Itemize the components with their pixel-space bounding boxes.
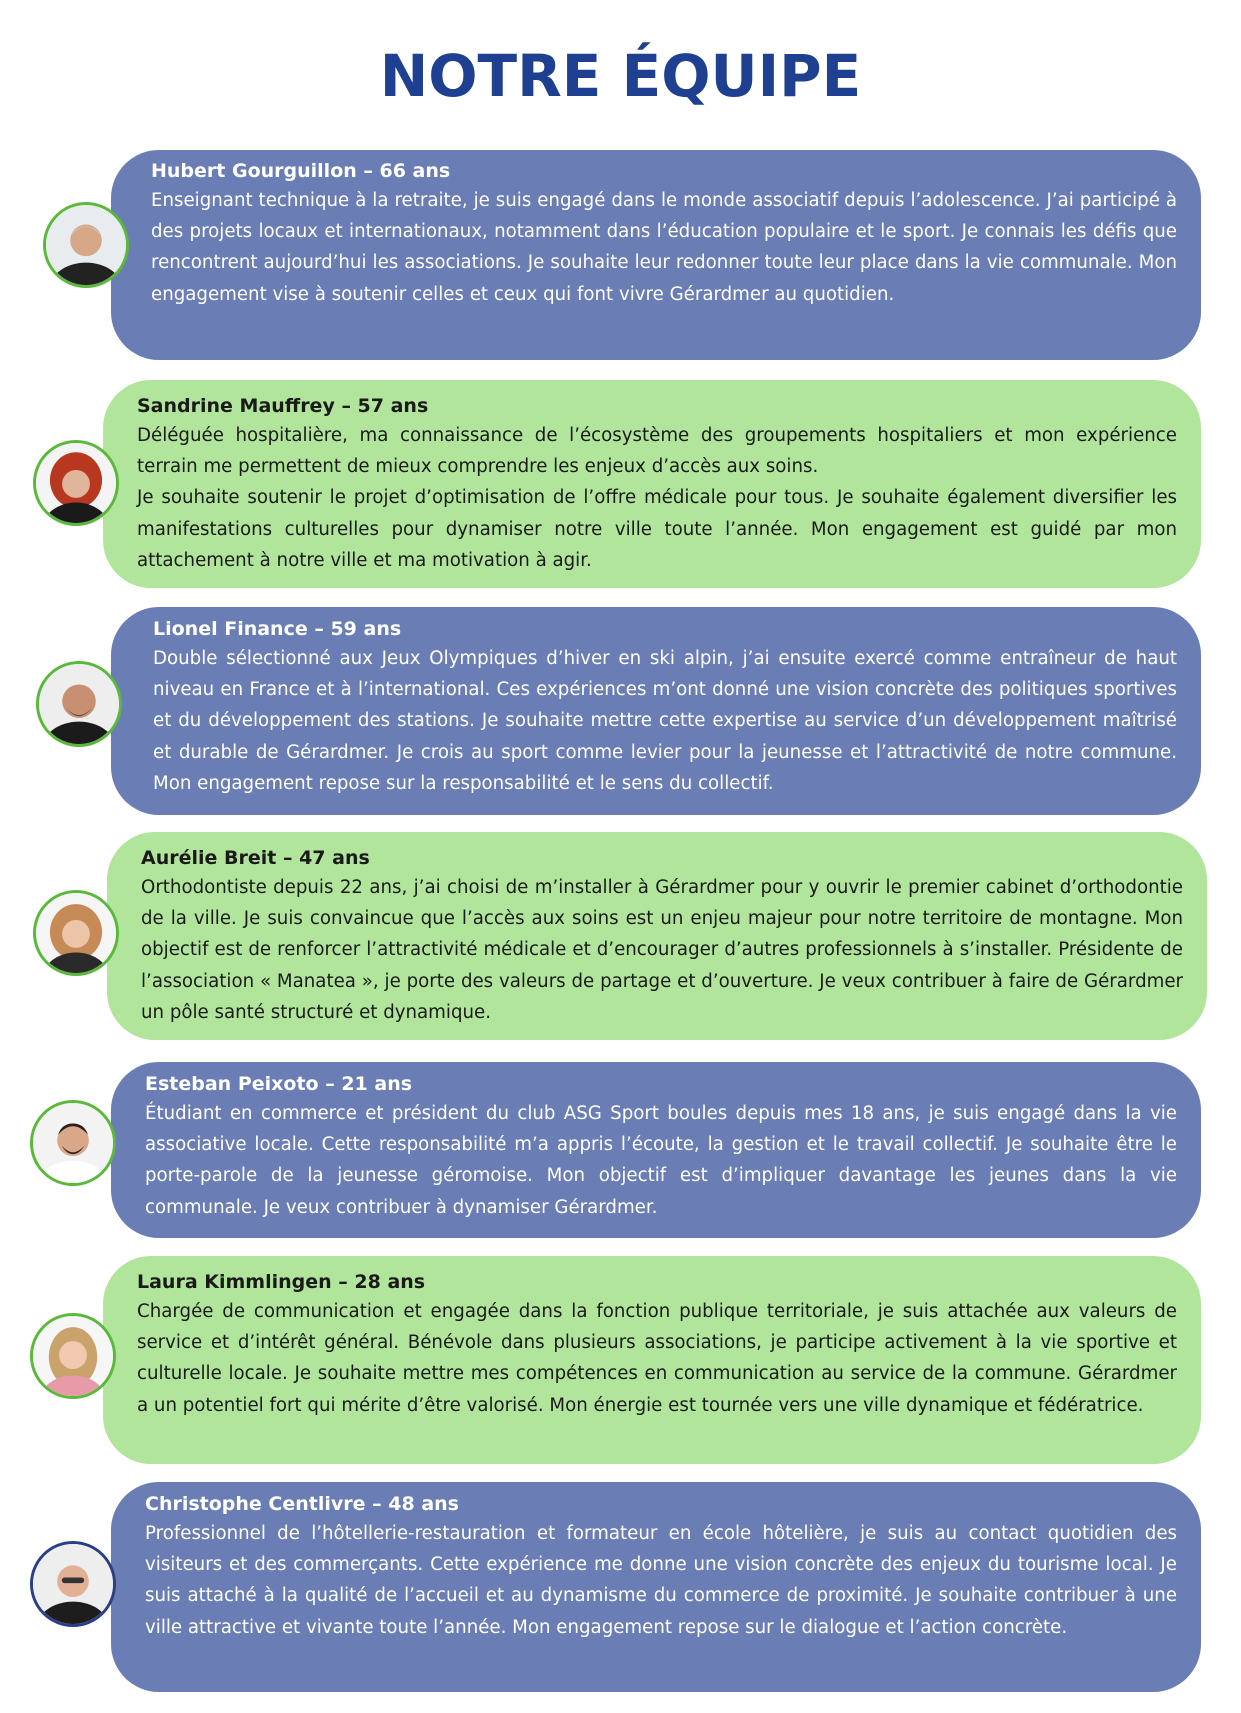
- member-name: Christophe Centlivre – 48 ans: [145, 1493, 459, 1515]
- member-bio: Orthodontiste depuis 22 ans, j’ai choisi de m’installer à Gérardmer pour y ouvrir le premier cabinet d’orthodontie de la ville. Je suis convaincue que l’accès aux soins est un enjeu majeur pour notre territoire de montagne. Mon objectif est de renforcer l’attractivité médicale et d’encourager d’autres professionnels à s’installer. Présidente de l’association « Manatea », je porte des valeurs de partage et d’ouverture. Je veux contribuer à faire de Gérardmer un pôle santé structuré et dynamique.: [141, 877, 1183, 1023]
- member-name: Lionel Finance – 59 ans: [153, 618, 402, 640]
- member-photo-2: [33, 440, 119, 526]
- member-bio: Chargée de communication et engagée dans la fonction publique territoriale, je suis attachée aux valeurs de service et d’intérêt général. Bénévole dans plusieurs associations, je participe activement à la vie sportive et culturelle locale. Je souhaite mettre mes compétences en communication au service de la commune. Gérardmer a un potentiel fort qui mérite d’être valorisé. Mon énergie est tournée vers une ville dynamique et fédératrice.: [137, 1301, 1177, 1416]
- member-card-7: [111, 1482, 1201, 1692]
- member-name: Esteban Peixoto – 21 ans: [145, 1073, 413, 1095]
- member-bio: Déléguée hospitalière, ma connaissance de l’écosystème des groupements hospitaliers et mon expérience terrain me permettent de mieux comprendre les enjeux d’accès aux soins.: [137, 425, 1177, 478]
- member-photo-6: [30, 1313, 116, 1399]
- member-bio: Je souhaite soutenir le projet d’optimisation de l’offre médicale pour tous. Je souhaite également diversifier les manifestations culturelles pour dynamiser notre ville toute l’année. Mon engagement est guidé par mon attachement à notre ville et ma motivation à agir.: [137, 487, 1177, 571]
- member-name: Laura Kimmlingen – 28 ans: [137, 1271, 426, 1293]
- member-card-1: [111, 150, 1201, 360]
- member-name: Sandrine Mauffrey – 57 ans: [137, 395, 429, 417]
- member-name: Hubert Gourguillon – 66 ans: [151, 160, 451, 182]
- member-name: Aurélie Breit – 47 ans: [141, 847, 370, 869]
- member-bio: Professionnel de l’hôtellerie-restauration et formateur en école hôtelière, je suis au contact quotidien des visiteurs et des commerçants. Cette expérience me donne une vision concrète des enjeux du tourisme local. Je suis attaché à la qualité de l’accueil et au dynamisme du commerce de proximité. Je souhaite contribuer à une ville attractive et vivante toute l’année. Mon engagement repose sur le dialogue et l’action concrète.: [145, 1523, 1177, 1638]
- member-photo-7: [30, 1541, 116, 1627]
- member-photo-3: [36, 661, 122, 747]
- member-card-2: [103, 380, 1201, 588]
- member-card-6: [103, 1256, 1201, 1464]
- member-photo-5: [30, 1100, 116, 1186]
- member-bio: Étudiant en commerce et président du club ASG Sport boules depuis mes 18 ans, je suis engagé dans la vie associative locale. Cette responsabilité m’a appris l’écoute, la gestion et le travail collectif. Je souhaite être le porte-parole de la jeunesse géromoise. Mon objectif est d’impliquer davantage les jeunes dans la vie communale. Je veux contribuer à dynamiser Gérardmer.: [145, 1103, 1177, 1218]
- member-bio: Double sélectionné aux Jeux Olympiques d’hiver en ski alpin, j’ai ensuite exercé comme entraîneur de haut niveau en France et à l’international. Ces expériences m’ont donné une vision concrète des politiques sportives et du développement des stations. Je souhaite mettre cette expertise au service d’un développement maîtrisé et durable de Gérardmer. Je crois au sport comme levier pour la jeunesse et l’attractivité de notre commune. Mon engagement repose sur la responsabilité et le sens du collectif.: [153, 648, 1177, 794]
- member-card-3: [111, 607, 1201, 815]
- page-title: NOTRE ÉQUIPE: [379, 42, 862, 110]
- member-bio: Enseignant technique à la retraite, je suis engagé dans le monde associatif depuis l’adolescence. J’ai participé à des projets locaux et internationaux, notamment dans l’éducation populaire et le sport. Je connais les défis que rencontrent aujourd’hui les associations. Je souhaite leur redonner toute leur place dans la vie communale. Mon engagement vise à soutenir celles et ceux qui font vivre Gérardmer au quotidien.: [151, 190, 1177, 305]
- member-photo-4: [33, 890, 119, 976]
- member-card-4: [107, 832, 1207, 1040]
- member-photo-1: [43, 202, 129, 288]
- member-card-5: [111, 1062, 1201, 1238]
